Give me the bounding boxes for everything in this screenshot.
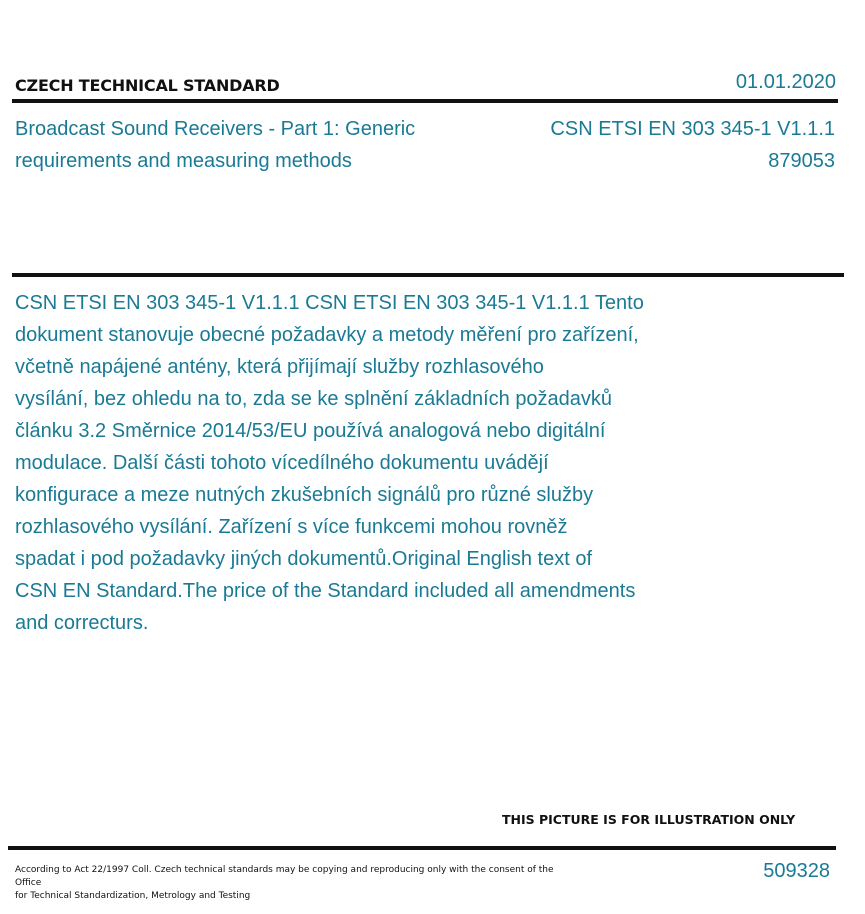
top-divider [12, 99, 838, 103]
illustration-disclaimer: THIS PICTURE IS FOR ILLUSTRATION ONLY [502, 812, 796, 827]
document-identifiers [550, 113, 835, 177]
middle-divider [12, 273, 844, 277]
legal-notice: According to Act 22/1997 Coll. Czech technical standards may be copying and reproducing only with the consent of the Office for Technical Standardization, Metrology and Testing [15, 865, 554, 901]
standard-type-heading: CZECH TECHNICAL STANDARD [15, 76, 280, 95]
publication-date: 01.01.2020 [735, 71, 836, 93]
catalog-number: 879053 [768, 150, 835, 172]
document-title: Broadcast Sound Receivers - Part 1: Generic requirements and measuring methods [15, 118, 416, 172]
document-description: CSN ETSI EN 303 345-1 V1.1.1 CSN ETSI EN 303 345-1 V1.1.1 Tento dokument stanovuje obecné požadavky a metody měření pro zařízení, včetně napájené antény, která přijímají služby rozhlasového vysílání, bez ohledu na to, zda se ke splnění základních požadavků článku 3.2 Směrnice 2014/53/EU používá analogová nebo digitální modulace. Další části tohoto vícedílného dokumentu uvádějí konfigurace a meze nutných zkušebních signálů pro různé služby rozhlasového vysílání. Zařízení s více funkcemi mohou rovněž spadat i pod požadavky jiných dokumentů.Original English text of CSN EN Standard.The price of the Standard included all amendments and correcturs. [15, 292, 644, 634]
footer-code: 509328 [763, 860, 830, 882]
standard-id: CSN ETSI EN 303 345-1 V1.1.1 [550, 118, 835, 140]
bottom-divider [8, 846, 836, 850]
